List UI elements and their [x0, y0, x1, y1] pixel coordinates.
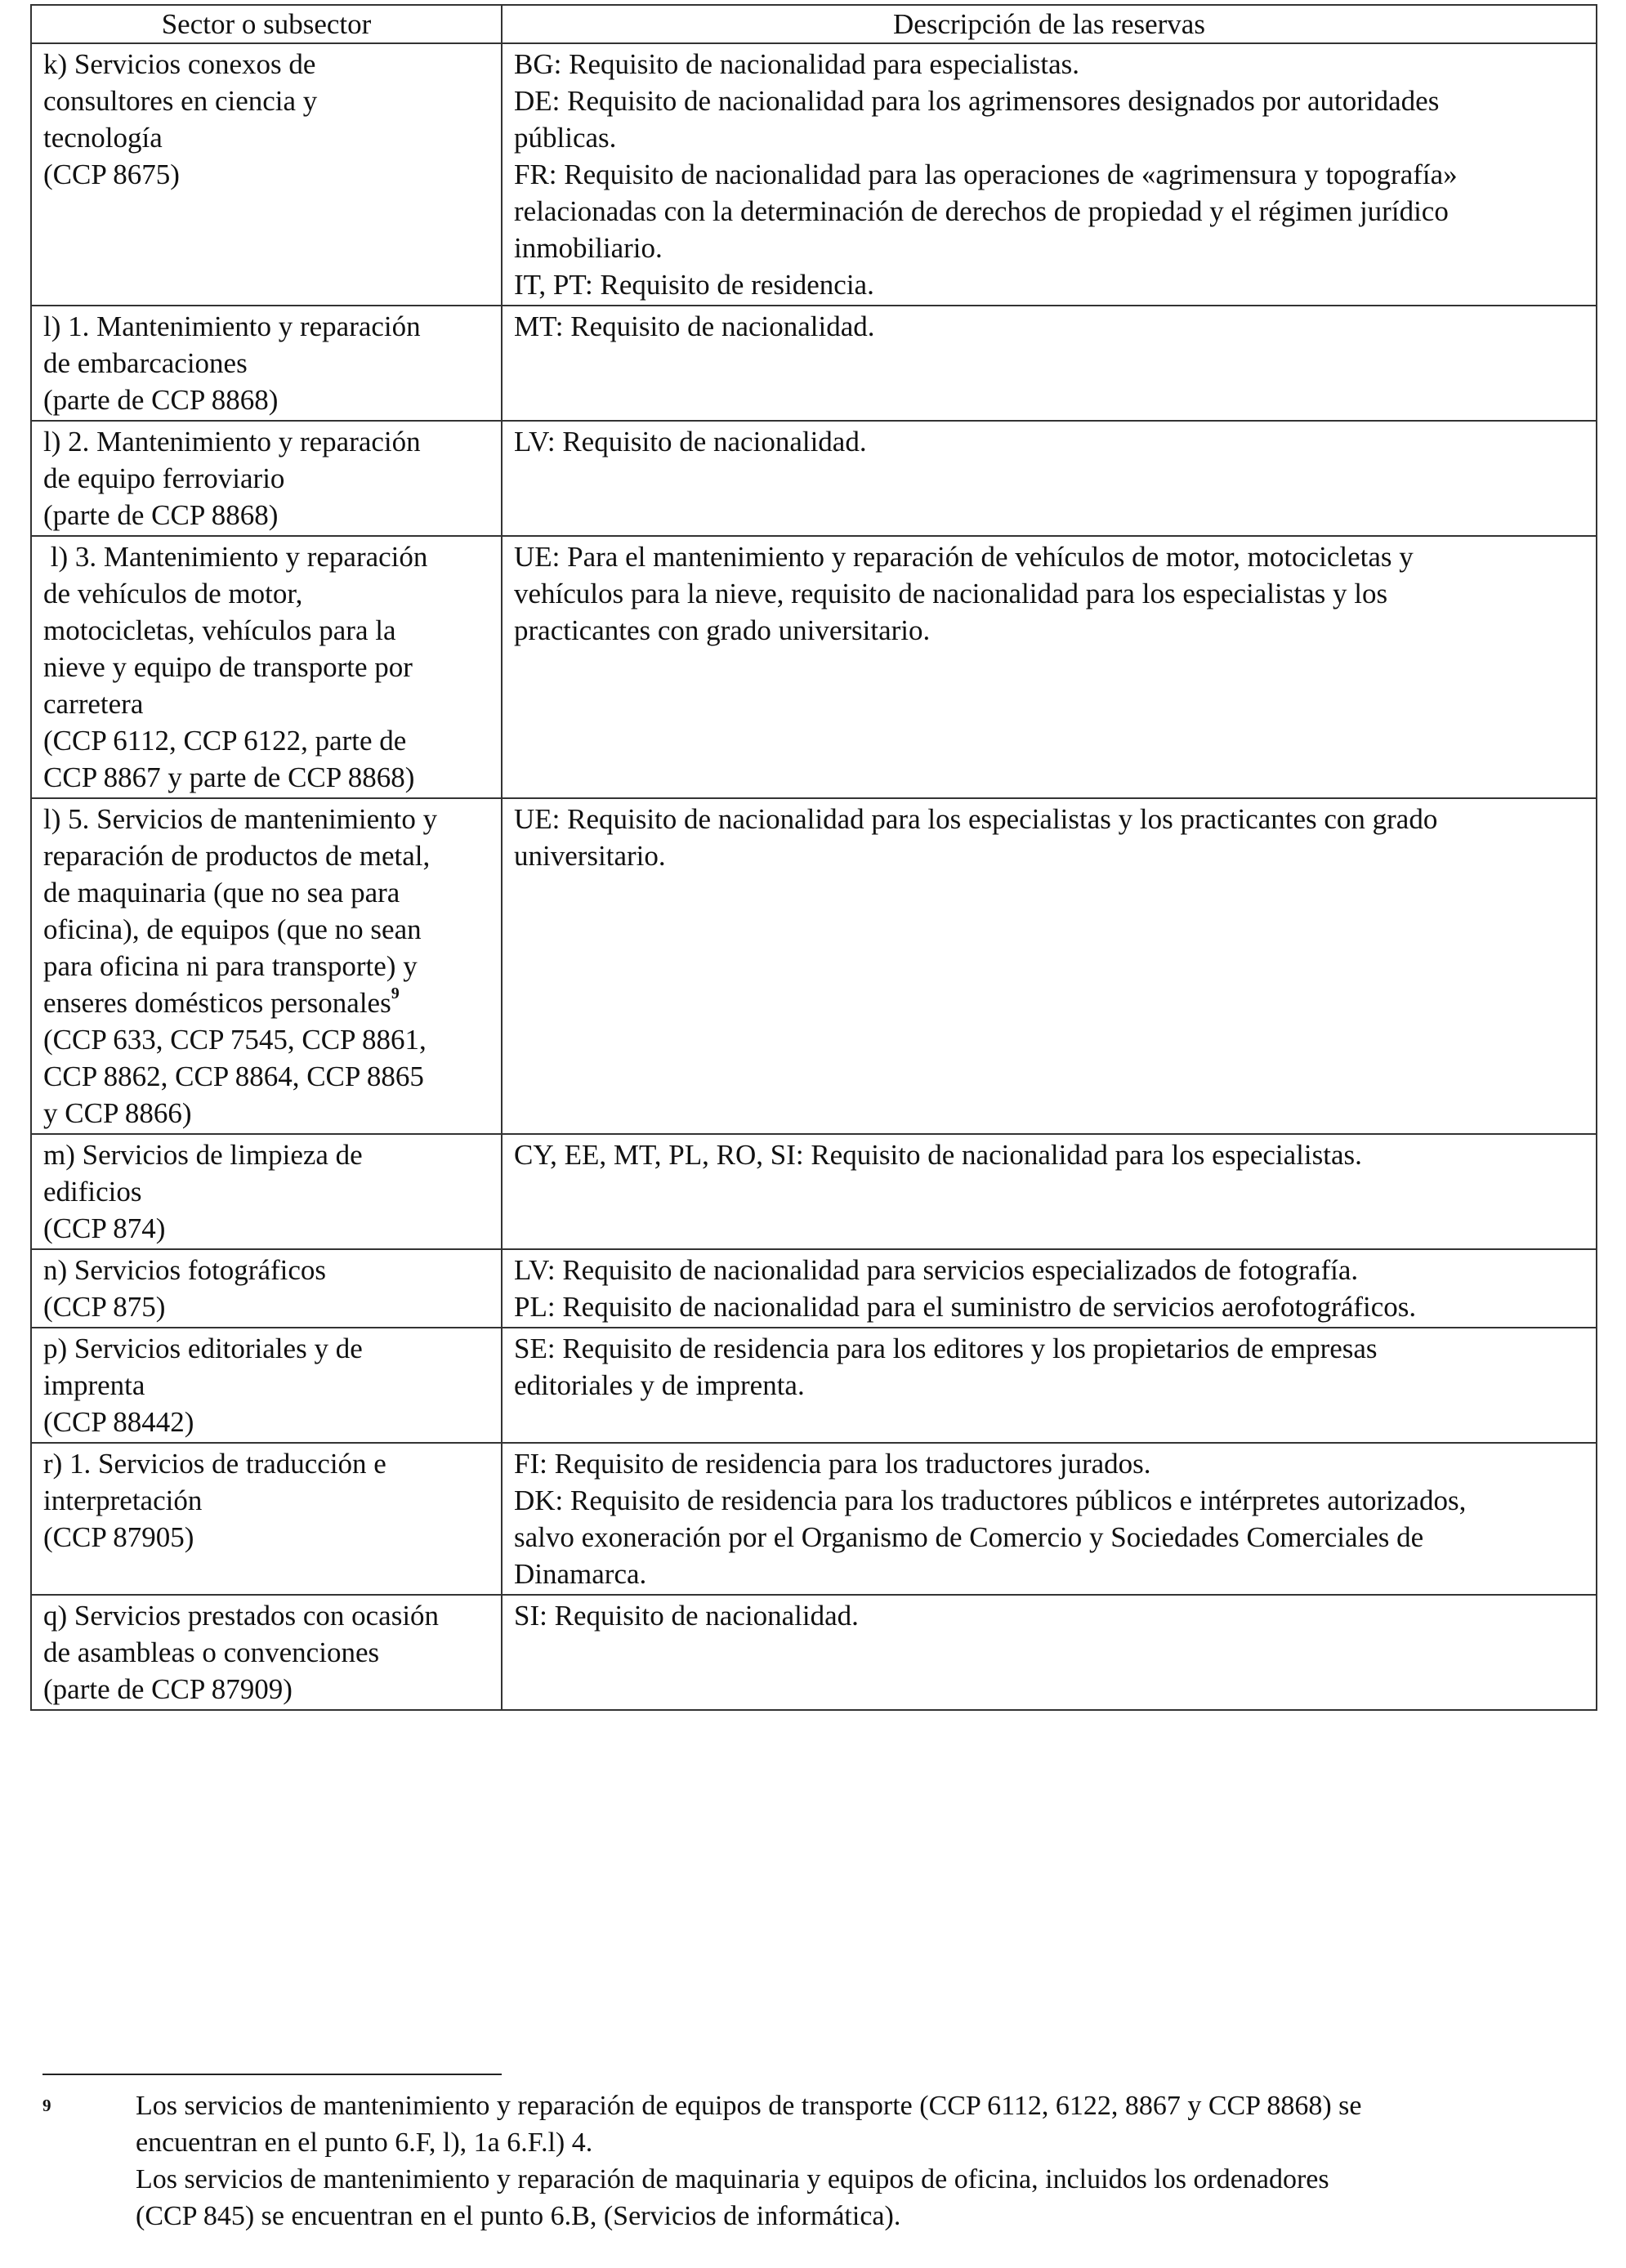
description-line: vehículos para la nieve, requisito de nacionalidad para los especialistas y los — [514, 578, 1388, 609]
sector-line-text: (CCP 8675) — [43, 158, 180, 190]
description-line: públicas. — [514, 122, 617, 154]
description-line: UE: Requisito de nacionalidad para los especialistas y los practicantes con grado — [514, 803, 1438, 835]
sector-line — [43, 119, 489, 156]
sector-line — [43, 497, 489, 534]
footnote-line: Los servicios de mantenimiento y reparación de equipos de transporte (CCP 6112, 6122, 8867 y CCP 8868) se — [136, 2091, 1362, 2121]
sector-line-text: de asambleas o convenciones — [43, 1636, 380, 1668]
footnote-reference[interactable]: 9 — [391, 984, 400, 1003]
sector-cell — [31, 1134, 502, 1249]
sector-line — [43, 911, 489, 948]
sector-line — [43, 837, 489, 874]
description-line: Dinamarca. — [514, 1558, 647, 1590]
reservations-table — [30, 4, 1597, 1711]
footnote — [42, 2087, 1579, 2235]
sector-line — [43, 538, 489, 575]
footnote-number: 9 — [42, 2096, 51, 2115]
sector-line — [43, 874, 489, 911]
table-row — [31, 306, 1597, 421]
table-row — [31, 1328, 1597, 1443]
table-header-row — [31, 5, 1597, 43]
sector-line-text: (CCP 87905) — [43, 1521, 194, 1553]
description-cell — [502, 1249, 1597, 1328]
sector-line-text: l) 2. Mantenimiento y reparación — [43, 426, 421, 458]
table-row — [31, 1249, 1597, 1328]
sector-line-text: de vehículos de motor, — [43, 578, 303, 609]
table-row — [31, 1134, 1597, 1249]
description-cell — [502, 1134, 1597, 1249]
sector-cell — [31, 306, 502, 421]
sector-line — [43, 1252, 489, 1288]
sector-cell — [31, 1328, 502, 1443]
sector-line-text: m) Servicios de limpieza de — [43, 1139, 363, 1171]
sector-line-text: l) 5. Servicios de mantenimiento y — [43, 803, 438, 835]
sector-line-text: l) 1. Mantenimiento y reparación — [43, 310, 421, 342]
footnote-line: Los servicios de mantenimiento y reparación de maquinaria y equipos de oficina, incluidos los ordenadores — [136, 2164, 1329, 2194]
sector-line-text: (parte de CCP 87909) — [43, 1673, 293, 1705]
sector-line — [43, 759, 489, 796]
sector-line — [43, 308, 489, 345]
description-line: PL: Requisito de nacionalidad para el suministro de servicios aerofotográficos. — [514, 1291, 1417, 1323]
sector-cell — [31, 798, 502, 1134]
sector-line-text: (CCP 633, CCP 7545, CCP 8861, — [43, 1024, 427, 1056]
table-row — [31, 536, 1597, 798]
description-cell — [502, 43, 1597, 306]
sector-line-text: y CCP 8866) — [43, 1097, 192, 1129]
sector-line — [43, 984, 489, 1021]
description-line: relacionadas con la determinación de derechos de propiedad y el régimen jurídico — [514, 195, 1449, 227]
sector-line-text: l) 3. Mantenimiento y reparación — [43, 541, 428, 573]
footnote-text — [136, 2087, 1579, 2235]
sector-line-text: enseres domésticos personales — [43, 987, 391, 1019]
sector-cell — [31, 1443, 502, 1595]
table-body — [31, 43, 1597, 1710]
description-cell — [502, 1595, 1597, 1710]
sector-line — [43, 1445, 489, 1482]
sector-line-text: imprenta — [43, 1369, 145, 1401]
sector-line — [43, 1210, 489, 1247]
description-line: editoriales y de imprenta. — [514, 1369, 805, 1401]
sector-line-text: k) Servicios conexos de — [43, 48, 316, 80]
sector-line-text: q) Servicios prestados con ocasión — [43, 1600, 440, 1632]
sector-line-text: nieve y equipo de transporte por — [43, 651, 413, 683]
description-line: UE: Para el mantenimiento y reparación de vehículos de motor, motocicletas y — [514, 541, 1414, 573]
description-line: LV: Requisito de nacionalidad para servicios especializados de fotografía. — [514, 1254, 1359, 1286]
sector-line — [43, 1330, 489, 1367]
sector-line-text: tecnología — [43, 122, 163, 154]
sector-line — [43, 1597, 489, 1634]
sector-line — [43, 1671, 489, 1708]
table-row — [31, 798, 1597, 1134]
sector-cell — [31, 536, 502, 798]
description-cell — [502, 421, 1597, 536]
description-line: BG: Requisito de nacionalidad para especialistas. — [514, 48, 1080, 80]
description-cell — [502, 536, 1597, 798]
sector-line-text: edificios — [43, 1176, 142, 1208]
description-cell — [502, 1328, 1597, 1443]
sector-line — [43, 1136, 489, 1173]
sector-line — [43, 722, 489, 759]
sector-line-text: r) 1. Servicios de traducción e — [43, 1448, 386, 1480]
sector-line-text: (parte de CCP 8868) — [43, 384, 279, 416]
sector-line-text: reparación de productos de metal, — [43, 840, 431, 872]
description-line: IT, PT: Requisito de residencia. — [514, 269, 874, 301]
sector-line-text: consultores en ciencia y — [43, 85, 318, 117]
description-line: SE: Requisito de residencia para los editores y los propietarios de empresas — [514, 1333, 1378, 1364]
sector-line — [43, 1367, 489, 1404]
description-line: MT: Requisito de nacionalidad. — [514, 310, 875, 342]
sector-line — [43, 83, 489, 119]
sector-line-text: (CCP 875) — [43, 1291, 166, 1323]
footnote-line: encuentran en el punto 6.F, l), 1a 6.F.l) 4. — [136, 2127, 593, 2158]
sector-line — [43, 801, 489, 837]
header-description: Descripción de las reservas — [502, 5, 1597, 43]
sector-line-text: motocicletas, vehículos para la — [43, 614, 396, 646]
sector-line — [43, 1404, 489, 1440]
sector-line — [43, 649, 489, 685]
sector-line — [43, 685, 489, 722]
sector-line — [43, 1095, 489, 1132]
description-cell — [502, 798, 1597, 1134]
sector-line — [43, 1288, 489, 1325]
sector-line-text: de maquinaria (que no sea para — [43, 877, 400, 909]
table-row — [31, 421, 1597, 536]
description-cell — [502, 306, 1597, 421]
description-line: SI: Requisito de nacionalidad. — [514, 1600, 859, 1632]
description-line: inmobiliario. — [514, 232, 663, 264]
description-line: LV: Requisito de nacionalidad. — [514, 426, 867, 458]
sector-line — [43, 46, 489, 83]
sector-cell — [31, 1595, 502, 1710]
sector-line — [43, 345, 489, 382]
sector-line — [43, 1058, 489, 1095]
sector-line — [43, 1482, 489, 1519]
table-row — [31, 1443, 1597, 1595]
sector-line-text: CCP 8867 y parte de CCP 8868) — [43, 761, 415, 793]
description-cell — [502, 1443, 1597, 1595]
sector-line-text: CCP 8862, CCP 8864, CCP 8865 — [43, 1060, 424, 1092]
description-line: DK: Requisito de residencia para los traductores públicos e intérpretes autorizados, — [514, 1484, 1467, 1516]
sector-line-text: interpretación — [43, 1484, 203, 1516]
sector-line — [43, 1173, 489, 1210]
sector-line-text: para oficina ni para transporte) y — [43, 950, 418, 982]
sector-line — [43, 948, 489, 984]
sector-cell — [31, 421, 502, 536]
sector-line-text: n) Servicios fotográficos — [43, 1254, 327, 1286]
sector-cell — [31, 43, 502, 306]
sector-line-text: oficina), de equipos (que no sean — [43, 913, 422, 945]
sector-line — [43, 460, 489, 497]
sector-line — [43, 156, 489, 193]
sector-line-text: de embarcaciones — [43, 347, 248, 379]
sector-line — [43, 423, 489, 460]
description-line: universitario. — [514, 840, 666, 872]
table-row — [31, 1595, 1597, 1710]
sector-line-text: (CCP 874) — [43, 1212, 166, 1244]
sector-line — [43, 575, 489, 612]
description-line: FI: Requisito de residencia para los traductores jurados. — [514, 1448, 1151, 1480]
sector-cell — [31, 1249, 502, 1328]
table-row — [31, 43, 1597, 306]
sector-line — [43, 1519, 489, 1556]
sector-line-text: (CCP 88442) — [43, 1406, 194, 1438]
description-line: practicantes con grado universitario. — [514, 614, 931, 646]
sector-line-text: carretera — [43, 688, 144, 720]
sector-line-text: p) Servicios editoriales y de — [43, 1333, 363, 1364]
sector-line-text: (CCP 6112, CCP 6122, parte de — [43, 725, 407, 757]
sector-line-text: de equipo ferroviario — [43, 462, 285, 494]
sector-line-text: (parte de CCP 8868) — [43, 499, 279, 531]
description-line: DE: Requisito de nacionalidad para los agrimensores designados por autoridades — [514, 85, 1440, 117]
sector-line — [43, 1634, 489, 1671]
footnote-line: (CCP 845) se encuentran en el punto 6.B, (Servicios de informática). — [136, 2201, 901, 2231]
description-line: CY, EE, MT, PL, RO, SI: Requisito de nacionalidad para los especialistas. — [514, 1139, 1362, 1171]
sector-line — [43, 1021, 489, 1058]
footnote-separator — [42, 2074, 502, 2075]
header-sector: Sector o subsector — [31, 5, 502, 43]
description-line: salvo exoneración por el Organismo de Comercio y Sociedades Comerciales de — [514, 1521, 1424, 1553]
sector-line — [43, 382, 489, 418]
sector-line — [43, 612, 489, 649]
description-line: FR: Requisito de nacionalidad para las operaciones de «agrimensura y topografía» — [514, 158, 1458, 190]
